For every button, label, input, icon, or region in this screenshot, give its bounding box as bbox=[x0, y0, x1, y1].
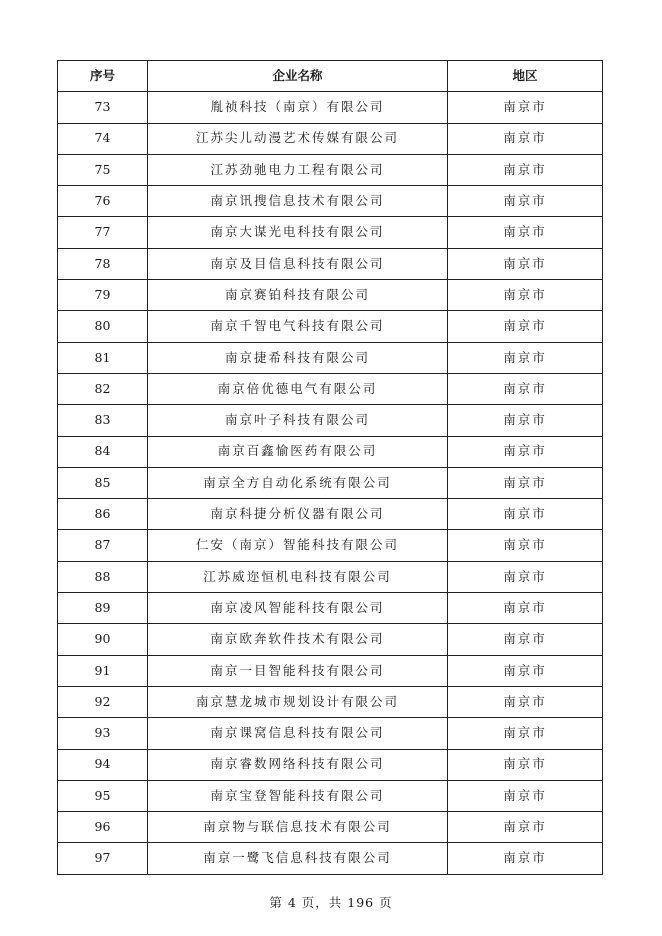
table-row bbox=[58, 154, 603, 185]
row-region: 南京市 bbox=[448, 186, 603, 217]
row-company-name: 南京捷希科技有限公司 bbox=[148, 342, 448, 373]
table-row bbox=[58, 405, 603, 436]
table-row bbox=[58, 718, 603, 749]
row-region: 南京市 bbox=[448, 718, 603, 749]
row-index: 94 bbox=[58, 749, 148, 780]
table-row bbox=[58, 342, 603, 373]
row-region: 南京市 bbox=[448, 436, 603, 467]
row-company-name: 江苏尖儿动漫艺术传媒有限公司 bbox=[148, 123, 448, 154]
header-index: 序号 bbox=[58, 61, 148, 92]
row-company-name: 南京睿数网络科技有限公司 bbox=[148, 749, 448, 780]
row-index: 90 bbox=[58, 624, 148, 655]
row-region: 南京市 bbox=[448, 593, 603, 624]
row-region: 南京市 bbox=[448, 154, 603, 185]
row-index: 73 bbox=[58, 92, 148, 123]
footer-middle: 页，共 bbox=[301, 895, 343, 910]
row-index: 79 bbox=[58, 280, 148, 311]
row-index: 87 bbox=[58, 530, 148, 561]
table-row bbox=[58, 686, 603, 717]
row-company-name: 南京一鹭飞信息科技有限公司 bbox=[148, 843, 448, 874]
row-index: 85 bbox=[58, 467, 148, 498]
table-row bbox=[58, 217, 603, 248]
row-index: 84 bbox=[58, 436, 148, 467]
footer-prefix: 第 bbox=[269, 895, 283, 910]
table-row bbox=[58, 311, 603, 342]
row-region: 南京市 bbox=[448, 467, 603, 498]
row-index: 89 bbox=[58, 593, 148, 624]
row-region: 南京市 bbox=[448, 405, 603, 436]
row-region: 南京市 bbox=[448, 812, 603, 843]
row-region: 南京市 bbox=[448, 499, 603, 530]
row-index: 75 bbox=[58, 154, 148, 185]
row-company-name: 南京欧奔软件技术有限公司 bbox=[148, 624, 448, 655]
row-index: 96 bbox=[58, 812, 148, 843]
row-company-name: 南京宝登智能科技有限公司 bbox=[148, 780, 448, 811]
row-index: 82 bbox=[58, 373, 148, 404]
row-region: 南京市 bbox=[448, 311, 603, 342]
table-row bbox=[58, 467, 603, 498]
row-index: 86 bbox=[58, 499, 148, 530]
row-company-name: 南京赛铂科技有限公司 bbox=[148, 280, 448, 311]
row-index: 95 bbox=[58, 780, 148, 811]
row-company-name: 仁安（南京）智能科技有限公司 bbox=[148, 530, 448, 561]
header-company-name: 企业名称 bbox=[148, 61, 448, 92]
row-index: 77 bbox=[58, 217, 148, 248]
row-region: 南京市 bbox=[448, 123, 603, 154]
table-row bbox=[58, 436, 603, 467]
table-row bbox=[58, 373, 603, 404]
row-region: 南京市 bbox=[448, 342, 603, 373]
row-company-name: 南京大谋光电科技有限公司 bbox=[148, 217, 448, 248]
row-company-name: 南京物与联信息技术有限公司 bbox=[148, 812, 448, 843]
table-header-row bbox=[58, 61, 603, 92]
row-company-name: 南京叶子科技有限公司 bbox=[148, 405, 448, 436]
footer-total-pages: 196 bbox=[347, 895, 375, 910]
row-company-name: 南京讯搜信息技术有限公司 bbox=[148, 186, 448, 217]
header-region: 地区 bbox=[448, 61, 603, 92]
table-row bbox=[58, 530, 603, 561]
row-region: 南京市 bbox=[448, 248, 603, 279]
company-table bbox=[57, 60, 603, 875]
row-index: 88 bbox=[58, 561, 148, 592]
row-index: 83 bbox=[58, 405, 148, 436]
row-region: 南京市 bbox=[448, 624, 603, 655]
row-index: 93 bbox=[58, 718, 148, 749]
table-row bbox=[58, 780, 603, 811]
row-index: 78 bbox=[58, 248, 148, 279]
page-footer bbox=[0, 893, 662, 911]
row-region: 南京市 bbox=[448, 655, 603, 686]
row-company-name: 胤祯科技（南京）有限公司 bbox=[148, 92, 448, 123]
row-index: 80 bbox=[58, 311, 148, 342]
row-company-name: 南京科捷分析仪器有限公司 bbox=[148, 499, 448, 530]
table-row bbox=[58, 499, 603, 530]
row-region: 南京市 bbox=[448, 749, 603, 780]
table-row bbox=[58, 655, 603, 686]
table-row bbox=[58, 92, 603, 123]
table-row bbox=[58, 812, 603, 843]
row-region: 南京市 bbox=[448, 780, 603, 811]
table-row bbox=[58, 561, 603, 592]
row-region: 南京市 bbox=[448, 217, 603, 248]
table-row bbox=[58, 843, 603, 874]
row-index: 76 bbox=[58, 186, 148, 217]
row-company-name: 南京慧龙城市规划设计有限公司 bbox=[148, 686, 448, 717]
row-region: 南京市 bbox=[448, 530, 603, 561]
row-company-name: 江苏劲驰电力工程有限公司 bbox=[148, 154, 448, 185]
footer-suffix: 页 bbox=[379, 895, 393, 910]
table-body bbox=[58, 92, 603, 874]
row-company-name: 南京千智电气科技有限公司 bbox=[148, 311, 448, 342]
row-company-name: 南京倍优德电气有限公司 bbox=[148, 373, 448, 404]
row-index: 91 bbox=[58, 655, 148, 686]
row-index: 97 bbox=[58, 843, 148, 874]
row-company-name: 南京全方自动化系统有限公司 bbox=[148, 467, 448, 498]
table-row bbox=[58, 749, 603, 780]
table-row bbox=[58, 123, 603, 154]
row-index: 92 bbox=[58, 686, 148, 717]
table-row bbox=[58, 186, 603, 217]
row-region: 南京市 bbox=[448, 92, 603, 123]
row-company-name: 南京百鑫愉医药有限公司 bbox=[148, 436, 448, 467]
row-index: 74 bbox=[58, 123, 148, 154]
row-company-name: 南京课窝信息科技有限公司 bbox=[148, 718, 448, 749]
table-row bbox=[58, 280, 603, 311]
row-region: 南京市 bbox=[448, 686, 603, 717]
row-company-name: 南京及目信息科技有限公司 bbox=[148, 248, 448, 279]
row-index: 81 bbox=[58, 342, 148, 373]
row-company-name: 江苏威迩恒机电科技有限公司 bbox=[148, 561, 448, 592]
row-region: 南京市 bbox=[448, 843, 603, 874]
table-row bbox=[58, 248, 603, 279]
row-company-name: 南京凌风智能科技有限公司 bbox=[148, 593, 448, 624]
row-company-name: 南京一目智能科技有限公司 bbox=[148, 655, 448, 686]
table-row bbox=[58, 624, 603, 655]
footer-current-page: 4 bbox=[287, 895, 297, 910]
row-region: 南京市 bbox=[448, 280, 603, 311]
table-row bbox=[58, 593, 603, 624]
row-region: 南京市 bbox=[448, 373, 603, 404]
row-region: 南京市 bbox=[448, 561, 603, 592]
